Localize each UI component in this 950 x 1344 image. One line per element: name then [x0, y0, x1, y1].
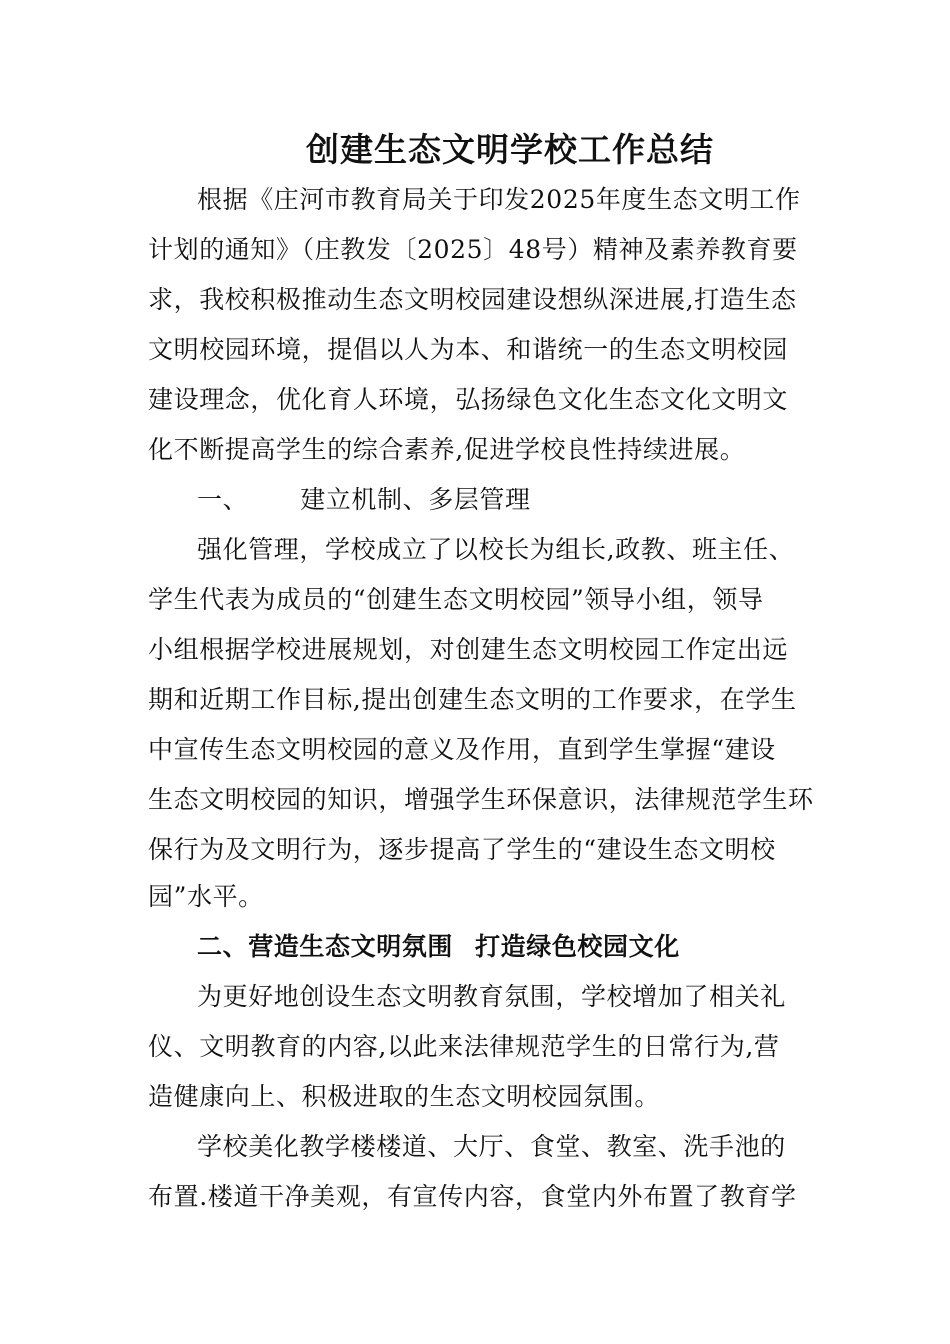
paragraph-line: 学校美化教学楼楼道、大厅、食堂、教室、洗手池的 [197, 1132, 786, 1161]
paragraph-line: 仪、文明教育的内容,以此来法律规范学生的日常行为,营 [148, 1032, 780, 1061]
section-title-part: 打造绿色校园文化 [475, 932, 680, 961]
section-heading-2 [197, 930, 680, 964]
paragraph-line: 强化管理，学校成立了以校长为组长,政教、班主任、 [197, 535, 795, 564]
paragraph-line: 保行为及文明行为，逐步提高了学生的“建设生态文明校 [148, 835, 776, 864]
document-title: 创建生态文明学校工作总结 [306, 130, 714, 169]
paragraph-line: 园”水平。 [148, 882, 264, 911]
section-heading-1 [197, 483, 531, 517]
paragraph-line: 根据《庄河市教育局关于印发2025年度生态文明工作 [197, 185, 801, 214]
section-title-part: 二、营造生态文明氛围 [197, 932, 454, 961]
paragraph-line: 生态文明校园的知识，增强学生环保意识，法律规范学生环 [148, 785, 814, 814]
paragraph-line: 期和近期工作目标,提出创建生态文明的工作要求，在学生 [148, 685, 797, 714]
paragraph-line: 求，我校积极推动生态文明校园建设想纵深进展,打造生态 [148, 285, 797, 314]
paragraph-line: 为更好地创设生态文明教育氛围，学校增加了相关礼 [197, 982, 786, 1011]
paragraph-line: 中宣传生态文明校园的意义及作用，直到学生掌握“建设 [148, 735, 776, 764]
paragraph-line: 造健康向上、积极进取的生态文明校园氛围。 [148, 1082, 661, 1111]
paragraph-line: 小组根据学校进展规划，对创建生态文明校园工作定出远 [148, 635, 789, 664]
paragraph-line: 学生代表为成员的“创建生态文明校园”领导小组，领导 [148, 585, 764, 614]
section-title: 建立机制、多层管理 [300, 485, 531, 514]
paragraph-line: 化不断提高学生的综合素养,促进学校良性持续进展。 [148, 435, 746, 464]
paragraph-line: 计划的通知》（庄教发〔2025〕48号）精神及素养教育要 [148, 235, 798, 264]
section-number: 一、 [197, 485, 249, 514]
paragraph-line: 文明校园环境，提倡以人为本、和谐统一的生态文明校园 [148, 335, 789, 364]
paragraph-line: 布置.楼道干净美观，有宣传内容，食堂内外布置了教育学 [148, 1182, 797, 1211]
paragraph-line: 建设理念，优化育人环境，弘扬绿色文化生态文化文明文 [148, 385, 789, 414]
